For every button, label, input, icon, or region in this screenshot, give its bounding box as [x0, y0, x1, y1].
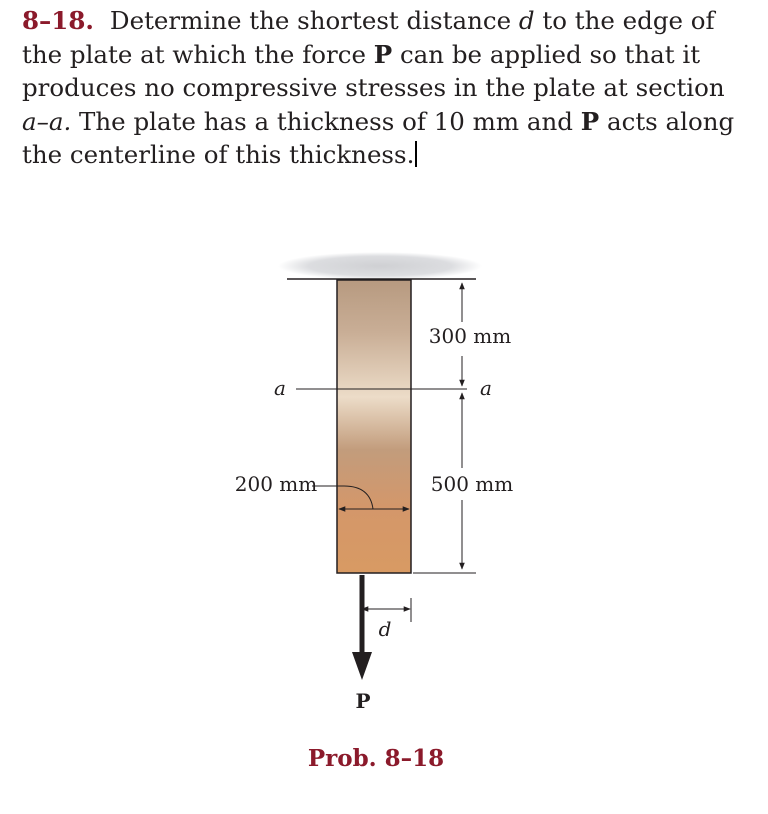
problem-number: 8–18. — [22, 6, 94, 35]
section-label-left: a — [274, 376, 286, 400]
dim-d-label: d — [378, 617, 392, 641]
force-arrow-head — [352, 652, 372, 680]
dim-500-label: 500 mm — [430, 472, 514, 496]
problem-segment: acts along the centerline of this thickness. — [22, 106, 742, 169]
problem-segment: to the edge of the plate at which the force — [22, 6, 723, 69]
problem-segment: can be applied so that it produces no compressive stresses in the plate at section — [22, 39, 733, 102]
support-shadow — [278, 252, 482, 280]
problem-segment: d — [518, 6, 535, 35]
figure-caption: Prob. 8–18 — [307, 745, 445, 772]
problem-segment: Determine the shortest distance — [109, 6, 519, 35]
problem-segment: P — [580, 106, 600, 136]
dim-200-label: 200 mm — [234, 472, 318, 496]
problem-segment: a–a. — [22, 106, 72, 136]
dim-300-label: 300 mm — [428, 324, 512, 348]
problem-segment: P — [373, 39, 393, 69]
force-label: P — [355, 689, 371, 713]
section-label-right: a — [480, 376, 492, 400]
plate — [337, 280, 411, 573]
problem-segment: The plate has a thickness of 10 mm and — [71, 106, 581, 136]
